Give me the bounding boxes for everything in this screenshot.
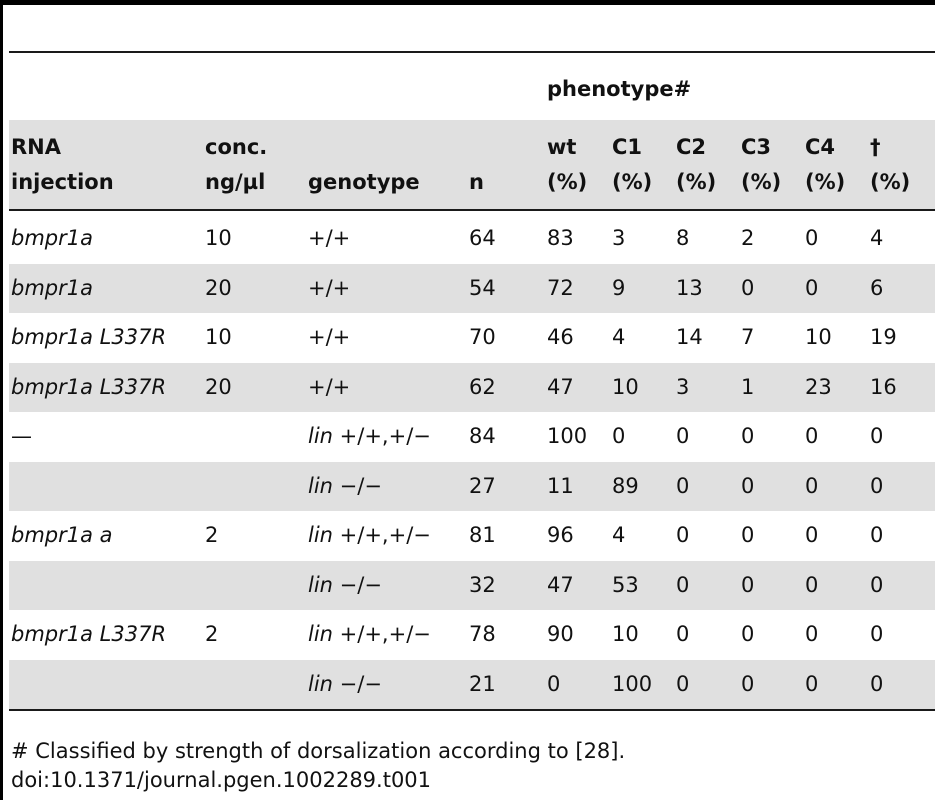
table-cell-c4: 0 — [805, 523, 819, 547]
table-cell-wt: 11 — [547, 473, 574, 498]
table-cell-c1: 10 — [612, 374, 639, 399]
table-cell-c1: 53 — [612, 572, 639, 597]
table-cell-n: 21 — [469, 671, 496, 696]
column-header-wt: (%) — [547, 170, 588, 194]
table-cell-c3: 0 — [741, 622, 755, 646]
table-cell-c2: 0 — [676, 572, 690, 597]
table-cell-c3: 0 — [741, 473, 755, 498]
column-header-wt: wt — [547, 135, 577, 159]
column-header-genotype: genotype — [308, 170, 420, 194]
column-header-c2: (%) — [676, 170, 717, 194]
table-cell-dead: 0 — [870, 424, 884, 448]
table-cell-rna-injection: bmpr1a a — [11, 523, 113, 547]
table-cell-concentration: 20 — [205, 275, 232, 300]
table-cell-c2: 14 — [676, 325, 703, 349]
table-cell-wt: 46 — [547, 325, 574, 349]
table-cell-c3: 0 — [741, 671, 755, 696]
table-cell-genotype: +/+ — [308, 374, 351, 399]
table-cell-genotype: lin +/+,+/− — [308, 622, 431, 646]
table-cell-wt: 96 — [547, 523, 574, 547]
table-cell-n: 54 — [469, 275, 496, 300]
table-cell-c3: 0 — [741, 523, 755, 547]
table-cell-c2: 0 — [676, 523, 690, 547]
table-cell-c2: 0 — [676, 473, 690, 498]
table-cell-c4: 0 — [805, 473, 819, 498]
column-header-c3: C3 — [741, 135, 772, 159]
header-bottom-rule — [9, 209, 935, 211]
table-cell-n: 84 — [469, 424, 496, 448]
table-cell-dead: 19 — [870, 325, 897, 349]
table-cell-rna-injection: bmpr1a — [11, 226, 93, 250]
column-header-concentration: conc. — [205, 135, 268, 159]
table-cell-c3: 0 — [741, 572, 755, 597]
table-cell-rna-injection: bmpr1a L337R — [11, 622, 167, 646]
table-cell-wt: 72 — [547, 275, 574, 300]
table-cell-wt: 90 — [547, 622, 574, 646]
column-header-concentration: ng/µl — [205, 170, 266, 194]
column-header-c1: (%) — [612, 170, 653, 194]
table-cell-c2: 0 — [676, 622, 690, 646]
table-cell-c1: 3 — [612, 226, 626, 250]
table-cell-concentration: 2 — [205, 523, 219, 547]
table-cell-n: 70 — [469, 325, 496, 349]
column-header-dead: † — [870, 135, 881, 159]
table-cell-c2: 13 — [676, 275, 703, 300]
table-cell-n: 78 — [469, 622, 496, 646]
column-header-rna-injection: RNA — [11, 135, 61, 159]
table-cell-c3: 2 — [741, 226, 755, 250]
table-cell-genotype: lin +/+,+/− — [308, 523, 431, 547]
column-header-c4: (%) — [805, 170, 846, 194]
table-cell-c1: 4 — [612, 523, 626, 547]
table-cell-genotype: +/+ — [308, 226, 351, 250]
table-cell-wt: 83 — [547, 226, 574, 250]
table-cell-n: 64 — [469, 226, 496, 250]
table-cell-c3: 7 — [741, 325, 755, 349]
doi-text: doi:10.1371/journal.pgen.1002289.t001 — [11, 768, 432, 792]
table-cell-genotype: lin −/− — [308, 572, 382, 597]
phenotype-group-header: phenotype# — [547, 77, 692, 101]
table-cell-c1: 100 — [612, 671, 653, 696]
table-cell-n: 81 — [469, 523, 496, 547]
table-cell-c4: 10 — [805, 325, 832, 349]
table-cell-c3: 0 — [741, 275, 755, 300]
table-cell-n: 62 — [469, 374, 496, 399]
table-cell-c2: 0 — [676, 424, 690, 448]
table-cell-c1: 89 — [612, 473, 639, 498]
table-cell-c4: 0 — [805, 572, 819, 597]
table-cell-rna-injection: — — [11, 424, 32, 448]
table-cell-genotype: lin +/+,+/− — [308, 424, 431, 448]
column-header-c4: C4 — [805, 135, 836, 159]
table-cell-wt: 47 — [547, 374, 574, 399]
table-cell-genotype: +/+ — [308, 275, 351, 300]
table-cell-wt: 0 — [547, 671, 561, 696]
table-cell-n: 27 — [469, 473, 496, 498]
table-cell-c3: 0 — [741, 424, 755, 448]
table-cell-c2: 3 — [676, 374, 690, 399]
table-cell-c1: 0 — [612, 424, 626, 448]
table-cell-c4: 23 — [805, 374, 832, 399]
table-cell-dead: 0 — [870, 671, 884, 696]
table-cell-dead: 6 — [870, 275, 884, 300]
column-header-c2: C2 — [676, 135, 707, 159]
table-cell-c4: 0 — [805, 671, 819, 696]
column-header-c1: C1 — [612, 135, 643, 159]
footnote: # Classified by strength of dorsalization according to [28]. — [11, 739, 626, 763]
table-cell-n: 32 — [469, 572, 496, 597]
table-cell-c4: 0 — [805, 226, 819, 250]
table-cell-rna-injection: bmpr1a L337R — [11, 374, 167, 399]
table-cell-c2: 8 — [676, 226, 690, 250]
column-header-n: n — [469, 170, 484, 194]
table-cell-wt: 100 — [547, 424, 588, 448]
column-header-dead: (%) — [870, 170, 911, 194]
table-cell-concentration: 10 — [205, 226, 232, 250]
table-cell-c4: 0 — [805, 622, 819, 646]
table-cell-c1: 4 — [612, 325, 626, 349]
table-cell-c3: 1 — [741, 374, 755, 399]
table-cell-rna-injection: bmpr1a — [11, 275, 93, 300]
table-bottom-rule — [9, 709, 935, 711]
top-border — [0, 0, 935, 5]
table-cell-concentration: 20 — [205, 374, 232, 399]
table-cell-genotype: lin −/− — [308, 671, 382, 696]
table-cell-dead: 0 — [870, 572, 884, 597]
table-cell-genotype: +/+ — [308, 325, 351, 349]
column-header-c3: (%) — [741, 170, 782, 194]
table-cell-dead: 0 — [870, 473, 884, 498]
table-cell-c4: 0 — [805, 424, 819, 448]
column-header-rna-injection: injection — [11, 170, 114, 194]
table-cell-dead: 0 — [870, 523, 884, 547]
left-border — [0, 0, 3, 800]
table-cell-dead: 0 — [870, 622, 884, 646]
table-top-rule — [9, 51, 935, 53]
table-cell-c2: 0 — [676, 671, 690, 696]
table-cell-wt: 47 — [547, 572, 574, 597]
table-cell-rna-injection: bmpr1a L337R — [11, 325, 167, 349]
table-cell-dead: 16 — [870, 374, 897, 399]
table-cell-genotype: lin −/− — [308, 473, 382, 498]
table-cell-concentration: 2 — [205, 622, 219, 646]
table-cell-c1: 10 — [612, 622, 639, 646]
table-cell-c1: 9 — [612, 275, 626, 300]
table-cell-dead: 4 — [870, 226, 884, 250]
table-cell-concentration: 10 — [205, 325, 232, 349]
table-cell-c4: 0 — [805, 275, 819, 300]
